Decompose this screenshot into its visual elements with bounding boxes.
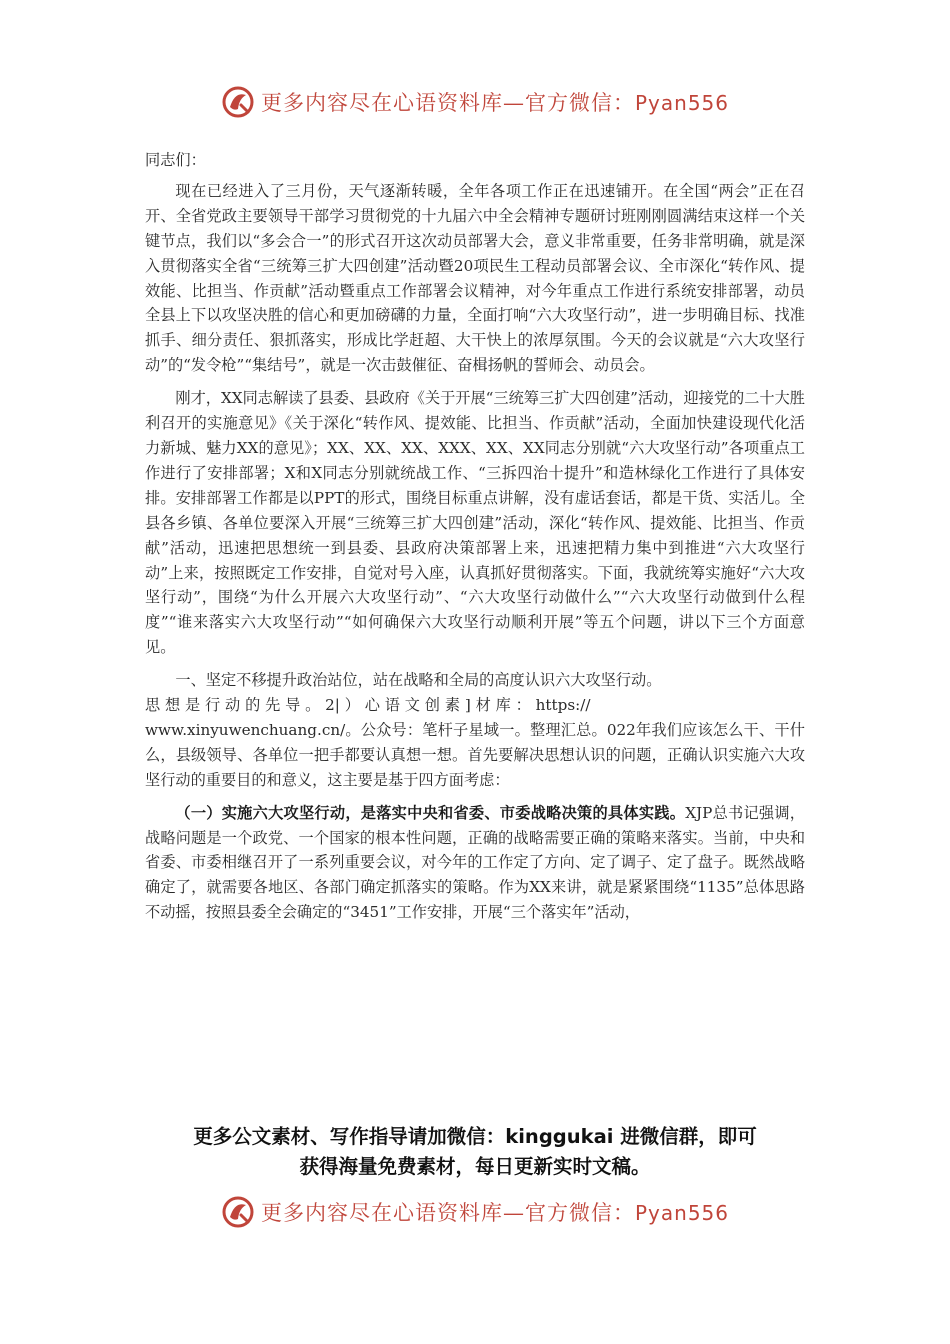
- paragraph-opening: 现在已经进入了三月份，天气逐渐转暖，全年各项工作正在迅速铺开。在全国“两会”正在召开、全省党政主要领导干部学习贯彻党的十九届六中全会精神专题研讨班刚刚圆满结束这样一个关键节点，我们以“多会合一”的形式召开这次动员部署大会，意义非常重要，任务非常明确，就是深入贯彻落实全省“三统筹三扩大四创建”活动暨20项民生工程动员部署会议、全市深化“转作风、提效能、比担当、作贡献”活动暨重点工作部署会议精神，对今年重点工作进行系统安排部署，动员全县上下以攻坚决胜的信心和更加磅礴的力量，全面打响“六大攻坚行动”，进一步明确目标、找准抓手、细分责任、狠抓落实，形成比学赶超、大干快上的浓厚氛围。今天的会议就是“六大攻坚行动”的“发令枪”“集结号”，就是一次击鼓催征、奋楫扬帆的誓师会、动员会。: [145, 181, 805, 375]
- header-banner-text: [261, 87, 729, 117]
- footer-banner-label: 更多内容尽在心语资料库—官方微信：: [260, 1201, 635, 1225]
- footer-banner-text: [261, 1197, 729, 1227]
- header-banner-label: 更多内容尽在心语资料库—官方微信：: [260, 91, 635, 115]
- promo-line-2: 获得海量免费素材，每日更新实时文稿。: [299, 1155, 651, 1178]
- section-one: [145, 668, 805, 693]
- promo-line-1: 更多公文素材、写作指导请加微信：kinggukai 进微信群，即可: [193, 1125, 757, 1148]
- section-one-heading: 一、坚定不移提升政治站位，站在战略和全局的高度认识六大攻坚行动。: [175, 671, 662, 690]
- document-body: [145, 148, 805, 933]
- footer-banner: [0, 1190, 950, 1234]
- section-one-body: www.xinyuwenchuang.cn/。公众号：笔杆子星域一。整理汇总。022年我们应该怎么干、干什么，县级领导、各单位一把手都要认真想一想。首先要解决思想认识的问题，正确认识实施六大攻坚行动的重要目的和意义，这主要是基于四方面考虑：: [145, 720, 805, 789]
- salutation: 同志们：: [145, 151, 206, 169]
- header-banner-wechat-id: Pyan556: [634, 91, 729, 115]
- red-swirl-logo-icon: [221, 1195, 255, 1229]
- section-one-body-line: 思 想 是 行 动 的 先 导 。 2| ） 心 语 文 创 素 ] 材 库 ： https://: [145, 696, 591, 715]
- subsection-one-body: XJP总书记强调，战略问题是一个政党、一个国家的根本性问题，正确的战略需要正确的策略来落实。当前，中央和省委、市委相继召开了一系列重要会议，对今年的工作定了方向、定了调子、定了盘子。既然战略确定了，就需要各地区、各部门确定抓落实的策略。作为XX来讲，就是紧紧围绕“1135”总体思路不动摇，按照县委全会确定的“3451”工作安排，开展“三个落实年”活动，: [145, 803, 805, 922]
- subsection-one: [145, 801, 805, 926]
- subsection-one-heading: （一）实施六大攻坚行动，是落实中央和省委、市委战略决策的具体实践。: [175, 803, 686, 822]
- paragraph-review: 刚才，XX同志解读了县委、县政府《关于开展“三统筹三扩大四创建”活动，迎接党的二十大胜利召开的实施意见》《关于深化“转作风、提效能、比担当、作贡献”活动，全面加快建设现代化活力新城、魅力XX的意见》；XX、XX、XX、XXX、XX、XX同志分别就“六大攻坚行动”各项重点工作进行了安排部署；X和X同志分别就统战工作、“三拆四治十提升”和造林绿化工作进行了具体安排。安排部署工作都是以PPT的形式，围绕目标重点讲解，没有虚话套话，都是干货、实活儿。全县各乡镇、各单位要深入开展“三统筹三扩大四创建”活动，深化“转作风、提效能、比担当、作贡献”活动，迅速把思想统一到县委、县政府决策部署上来，迅速把精力集中到推进“六大攻坚行动”上来，按照既定工作安排，自觉对号入座，认真抓好贯彻落实。下面，我就统筹实施好“六大攻坚行动”，围绕“为什么开展六大攻坚行动”、“六大攻坚行动做什么”“六大攻坚行动做到什么程度”“谁来落实六大攻坚行动”“如何确保六大攻坚行动顺利开展”等五个问题，讲以下三个方面意见。: [145, 389, 805, 657]
- footer-banner-wechat-id: Pyan556: [634, 1201, 729, 1225]
- promo-block: [0, 1122, 950, 1182]
- red-swirl-logo-icon: [221, 85, 255, 119]
- header-banner: [0, 80, 950, 124]
